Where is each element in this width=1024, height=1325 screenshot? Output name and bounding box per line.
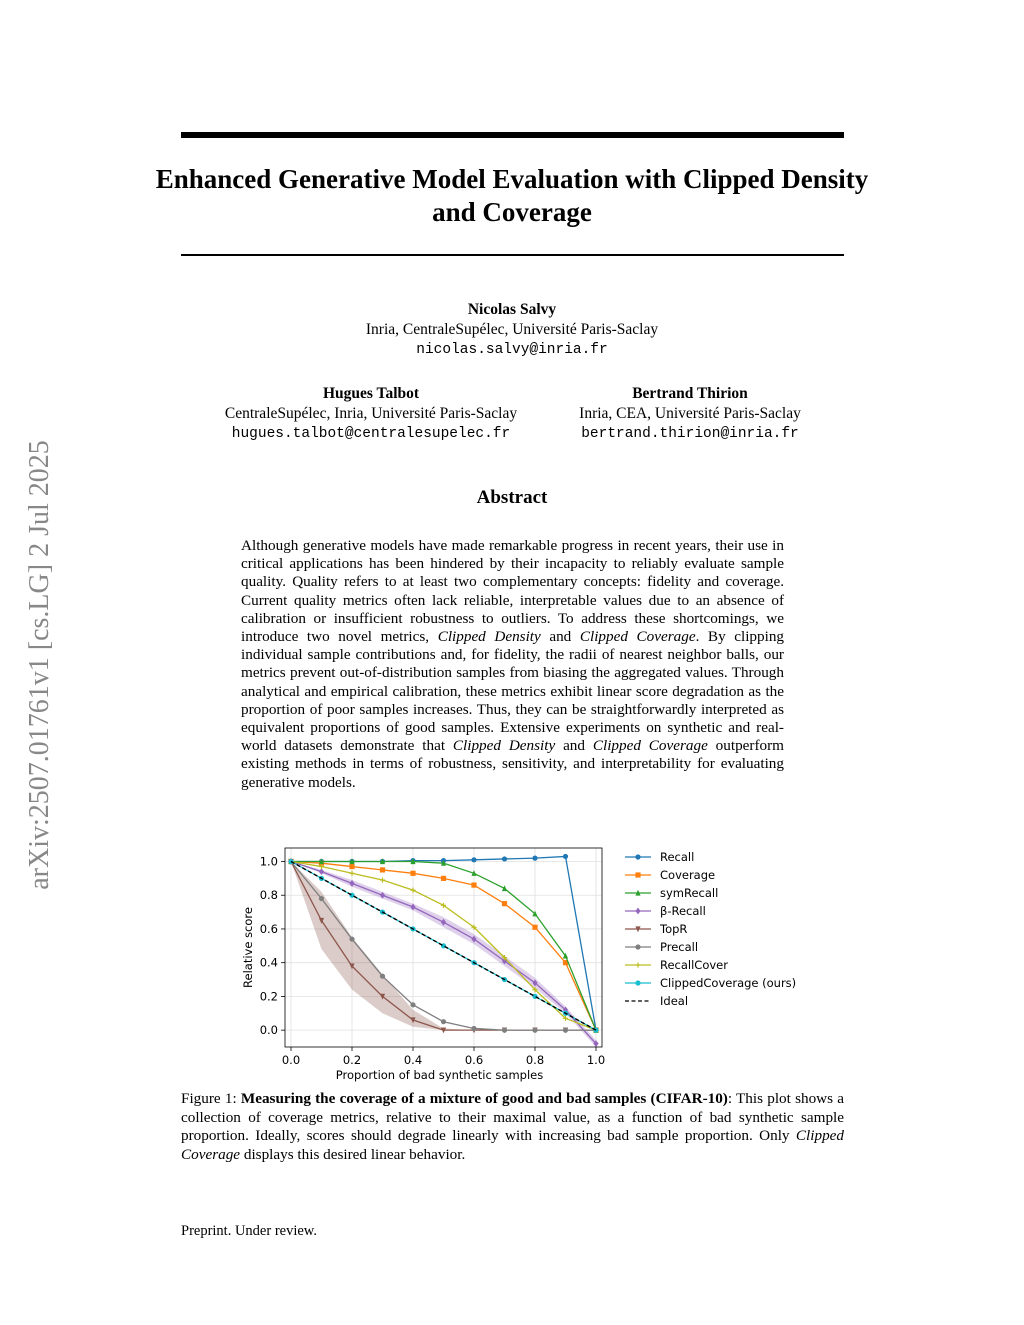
abstract-segment: and	[555, 737, 593, 755]
coverage-chart	[235, 838, 825, 1083]
abstract-emphasis: Clipped Density	[437, 628, 541, 646]
x-tick-label: 0.2	[342, 1053, 362, 1067]
legend-label: TopR	[660, 922, 688, 936]
data-point	[319, 896, 324, 901]
abstract-segment: . By clipping individual sample contributions and, for fidelity, the radii of nearest neighbor balls, our metrics prevent out-of-distribution samples from biasing the aggregated values. Through analytical and empirical calibration, these metrics exhibit linear score degradation as the proportion of poor samples increases. Thus, they can be straightforwardly interpreted as equivalent proportions of good samples. Extensive experiments on synthetic and real-world datasets demonstrate that	[241, 628, 785, 755]
abstract-emphasis: Clipped Density	[452, 737, 556, 755]
data-point	[635, 908, 640, 915]
y-axis-label: Relative score	[241, 907, 255, 988]
data-point	[410, 1002, 415, 1007]
data-point	[635, 980, 640, 985]
y-tick-label: 0.0	[259, 1023, 278, 1038]
author-email[interactable]: bertrand.thirion@inria.fr	[581, 426, 799, 442]
data-point	[349, 936, 354, 941]
abstract-segment: outperform existing methods in terms of robustness, sensitivity, and interpretability for evaluating generative models.	[241, 737, 784, 791]
data-point	[471, 883, 476, 888]
abstract-emphasis: Clipped Coverage	[579, 628, 696, 646]
author-email[interactable]: hugues.talbot@centralesupelec.fr	[231, 426, 511, 442]
data-point	[349, 893, 354, 898]
caption-text: : This plot shows a collection of coverage metrics, relative to their maximal value, as a function of bad synthetic sample proportion. Ideally, scores should degrade linearly with increasing bad sample proportion. Only	[181, 1090, 844, 1144]
data-point	[441, 943, 446, 948]
legend-label: Ideal	[660, 994, 689, 1008]
data-point	[410, 888, 415, 893]
data-point	[635, 872, 640, 877]
arxiv-identifier: arXiv:2507.01761v1 [cs.LG] 2 Jul 2025	[24, 440, 55, 890]
data-point	[380, 867, 385, 872]
title-bottom-rule	[181, 254, 844, 256]
data-point	[471, 857, 476, 862]
data-point	[563, 1028, 568, 1033]
data-point	[532, 994, 537, 999]
author-name: Nicolas Salvy	[467, 301, 557, 318]
x-tick-label: 0.0	[281, 1053, 301, 1067]
author-affiliation: Inria, CEA, Université Paris-Saclay	[579, 405, 801, 422]
legend-label: Recall	[660, 850, 695, 864]
data-point	[410, 871, 415, 876]
data-point	[563, 854, 568, 859]
author-block-2	[181, 384, 561, 444]
data-point	[380, 877, 385, 882]
data-point	[380, 974, 385, 979]
legend-label: Precall	[660, 940, 699, 954]
y-tick-label: 1.0	[259, 854, 278, 869]
data-point	[593, 1028, 598, 1033]
legend-label: β-Recall	[660, 904, 706, 918]
author-email[interactable]: nicolas.salvy@inria.fr	[416, 342, 608, 358]
x-tick-label: 1.0	[586, 1053, 606, 1067]
paper-title: Enhanced Generative Model Evaluation with Clipped Density and Coverage	[155, 164, 869, 227]
x-axis-label: Proportion of bad synthetic samples	[335, 1068, 544, 1082]
data-point	[441, 1019, 446, 1024]
author-block-3	[540, 384, 840, 444]
x-tick-label: 0.4	[403, 1053, 423, 1067]
data-point	[502, 901, 507, 906]
x-tick-label: 0.6	[464, 1053, 484, 1067]
x-tick-label: 0.8	[525, 1053, 545, 1067]
legend-label: ClippedCoverage (ours)	[660, 976, 797, 990]
abstract-segment: Although generative models have made remarkable progress in recent years, their use in critical applications has been hindered by their incapacity to reliably evaluate sample quality. Quality refers to at least two complementary concepts: fidelity and coverage. Current quality metrics often lack reliable, interpretable values due to an absence of calibration or insufficient robustness to outliers. To address these shortcomings, we introduce two novel metrics,	[241, 537, 784, 646]
caption-label: Figure 1:	[181, 1090, 241, 1107]
data-point	[532, 925, 537, 930]
caption-bold: Measuring the coverage of a mixture of good and bad samples (CIFAR-10)	[240, 1090, 728, 1107]
data-point	[532, 1028, 537, 1033]
author-name: Hugues Talbot	[322, 385, 420, 402]
author-block-1	[312, 300, 712, 360]
legend-label: RecallCover	[660, 958, 728, 972]
y-tick-label: 0.4	[259, 955, 278, 970]
caption-emphasis: Clipped Coverage	[181, 1127, 844, 1163]
data-point	[502, 856, 507, 861]
data-point	[349, 864, 354, 869]
y-tick-label: 0.2	[259, 989, 278, 1004]
title-top-rule	[181, 132, 844, 138]
y-tick-label: 0.6	[259, 921, 278, 936]
author-name: Bertrand Thirion	[632, 385, 748, 402]
data-point	[635, 944, 640, 949]
data-point	[441, 876, 446, 881]
data-point	[502, 1028, 507, 1033]
y-tick-label: 0.8	[259, 888, 278, 903]
data-point	[349, 871, 354, 876]
abstract-emphasis: Clipped Coverage	[592, 737, 708, 755]
data-point	[635, 854, 640, 859]
data-point	[532, 856, 537, 861]
abstract-segment: and	[540, 628, 580, 646]
author-affiliation: CentraleSupélec, Inria, Université Paris-Saclay	[224, 405, 518, 422]
caption-text: displays this desired linear behavior.	[240, 1145, 466, 1163]
abstract-heading: Abstract	[476, 487, 548, 508]
abstract-text	[241, 537, 784, 792]
footer-note: Preprint. Under review.	[181, 1223, 317, 1239]
data-point	[635, 962, 640, 967]
data-point	[471, 1026, 476, 1031]
legend-label: symRecall	[660, 886, 719, 900]
figure-caption	[181, 1090, 844, 1164]
author-affiliation: Inria, CentraleSupélec, Université Paris-Saclay	[365, 321, 659, 338]
legend-label: Coverage	[660, 868, 716, 882]
